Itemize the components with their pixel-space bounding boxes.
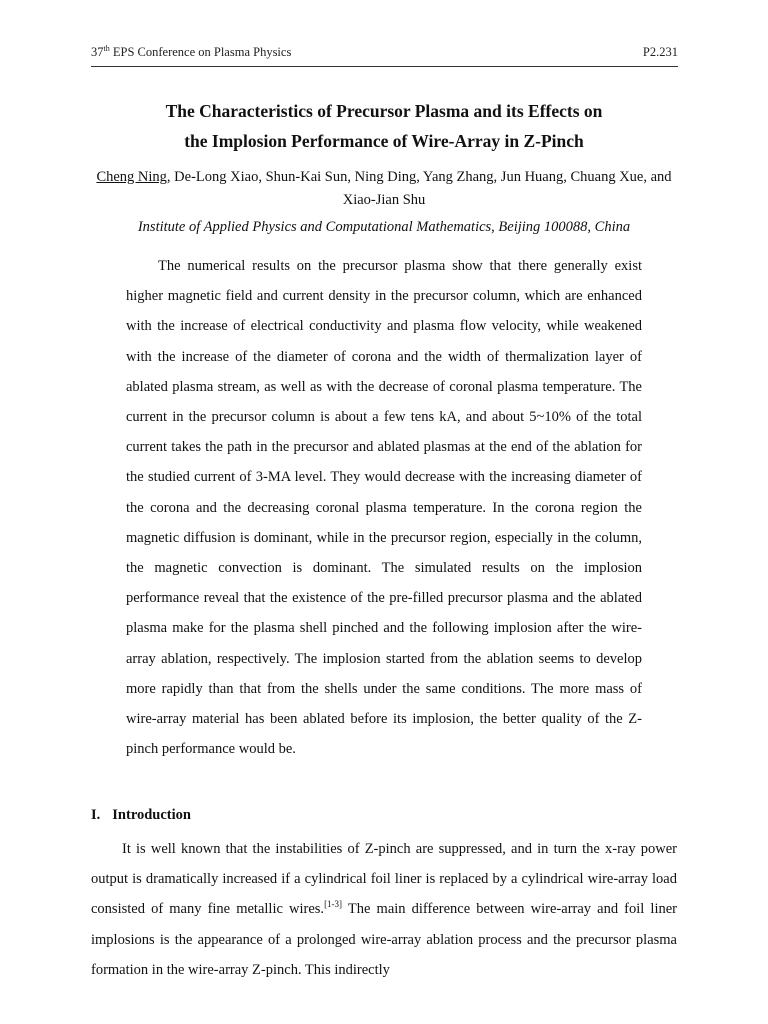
co-authors: , De-Long Xiao, Shun-Kai Sun, Ning Ding, Yang Zhang, Jun Huang, Chuang Xue, and Xiao-Jian Shu — [166, 169, 672, 208]
introduction-body — [91, 834, 677, 985]
section-heading — [91, 804, 191, 826]
abstract — [126, 251, 642, 764]
affiliation: Institute of Applied Physics and Computational Mathematics, Beijing 100088, China — [137, 219, 631, 235]
section-number: I. — [91, 807, 101, 823]
paper-title — [60, 96, 708, 156]
title-line-2: the Implosion Performance of Wire-Array in Z-Pinch — [184, 131, 584, 151]
citation: [1-3] — [324, 899, 343, 910]
introduction-paragraph: It is well known that the instabilities of Z-pinch are suppressed, and in turn the x-ray power output is dramatically increased if a cylindrical foil liner is replaced by a cylindrical wire-array load consisted of many fine metallic wires.[1-3] The main difference between wire-array and foil liner implosions is the appearance of a prolonged wire-array ablation process and the precursor plasma formation in the wire-array Z-pinch. This indirectly — [91, 841, 677, 978]
conference-label: 37th EPS Conference on Plasma Physics — [91, 44, 292, 60]
running-header — [91, 44, 678, 67]
title-line-1: The Characteristics of Precursor Plasma and its Effects on — [165, 101, 603, 121]
paper-id: P2.231 — [642, 45, 678, 60]
section-title: Introduction — [112, 807, 191, 823]
presenting-author: Cheng Ning — [96, 169, 167, 185]
author-list — [80, 166, 688, 212]
abstract-text: The numerical results on the precursor plasma show that there generally exist higher magnetic field and current density in the precursor column, which are enhanced with the increase of electrical conductivity and plasma flow velocity, while weakened with the increase of the diameter of corona and the width of thermalization layer of ablated plasma stream, as well as with the decrease of coronal plasma temperature. The current in the precursor column is about a few tens kA, and about 5~10% of the total current takes the path in the precursor and ablated plasmas at the end of the ablation for the studied current of 3-MA level. They would decrease with the increasing diameter of the corona and the decreasing coronal plasma temperature. In the corona region the magnetic diffusion is dominant, while in the precursor region, especially in the column, the magnetic convection is dominant. The simulated results on the implosion performance reveal that the existence of the pre-filled precursor plasma and the ablated plasma make for the plasma shell pinched and the following implosion after the wire-array ablation, respectively. The implosion started from the ablation seems to develop more rapidly than that from the shells under the same conditions. The more mass of wire-array material has been ablated before its implosion, the better quality of the Z-pinch performance would be. — [126, 258, 642, 758]
